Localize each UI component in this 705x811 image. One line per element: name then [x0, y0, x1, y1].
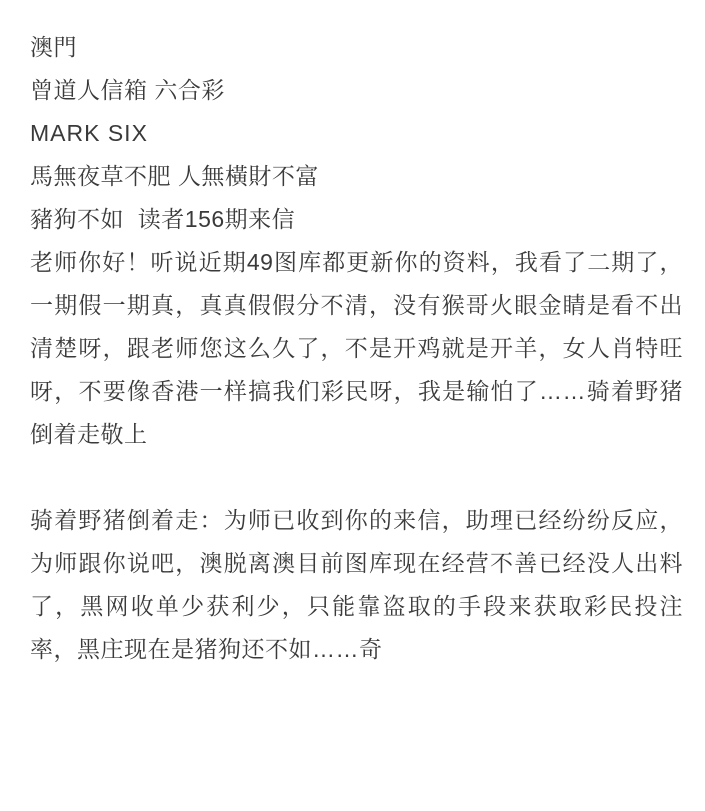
letter-paragraph: 老师你好！听说近期49图库都更新你的资料，我看了二期了，一期假一期真，真真假假分不清，没有猴哥火眼金睛是看不出清楚呀，跟老师您这么久了，不是开鸡就是开羊，女人肖特旺呀，不要像香港一样搞我们彩民呀，我是输怕了……骑着野猪倒着走敬上 [30, 249, 683, 447]
article-body [30, 26, 683, 671]
header-line-proverb: 馬無夜草不肥 人無橫財不富 [30, 163, 319, 189]
header-line-mailbox: 曾道人信箱 六合彩 [30, 77, 225, 103]
header-line-region: 澳門 [30, 34, 77, 60]
header-line-issue: 豬狗不如 读者156期来信 [30, 206, 296, 232]
paragraph-spacer [30, 456, 683, 499]
header-line-marksix: MARK SIX [30, 120, 148, 146]
reply-paragraph: 骑着野猪倒着走：为师已收到你的来信，助理已经纷纷反应，为师跟你说吧，澳脱离澳目前图库现在经营不善已经没人出料了，黑网收单少获利少，只能靠盗取的手段来获取彩民投注率，黑庄现在是猪狗还不如……奇 [30, 507, 683, 662]
